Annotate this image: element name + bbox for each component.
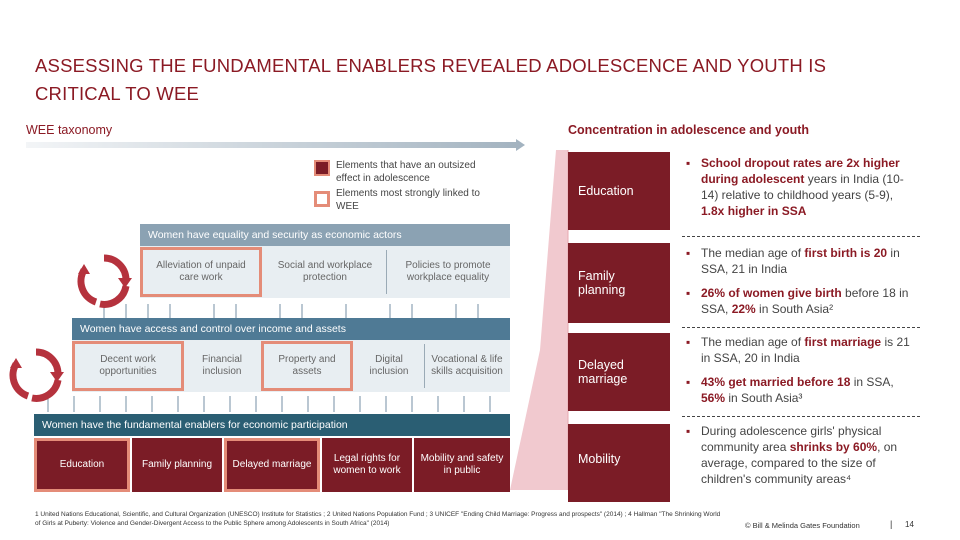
page-title: ASSESSING THE FUNDAMENTAL ENABLERS REVEALED ADOLESCENCE AND YOUTH IS CRITICAL TO WEE — [35, 55, 827, 104]
bullet-point — [686, 374, 916, 406]
cycle-arrows-icon — [76, 252, 132, 312]
legend-label-outsized: Elements that have an outsized effect in adolescence — [336, 160, 476, 184]
row-text-mobility — [686, 423, 916, 495]
cell-education: Education — [34, 438, 130, 492]
bullet-text: in South Asia² — [755, 302, 834, 316]
row-text-education — [686, 155, 916, 227]
cell-vocational-skills: Vocational & life skills acquisition — [426, 341, 508, 391]
bullet-highlight: 56% — [701, 391, 726, 405]
concentration-header: Concentration in adolescence and youth — [568, 123, 810, 137]
bullet-highlight: shrinks by 60% — [789, 440, 878, 454]
bullet-text: is 21 in SSA, 20 in India — [701, 335, 910, 365]
band-access-control: Women have access and control over income and assets — [72, 318, 510, 340]
row-label-delayed-marriage: Delayed marriage — [568, 333, 670, 411]
cell-mobility-safety: Mobility and safety in public — [414, 438, 510, 492]
bullet-marker: ▪ — [686, 286, 691, 300]
row-label-education: Education — [568, 152, 670, 230]
cell-unpaid-care-work: Alleviation of unpaid care work — [140, 247, 262, 297]
row-divider — [682, 327, 920, 328]
copyright: © Bill & Melinda Gates Foundation — [745, 521, 860, 530]
bullet-text: in South Asia³ — [725, 391, 803, 405]
legend-label-linked: Elements most strongly linked to WEE — [336, 188, 480, 212]
bullet-text: The median age of — [701, 246, 805, 260]
cell-workplace-equality-policies: Policies to promote workplace equality — [388, 247, 508, 297]
cell-family-planning: Family planning — [132, 438, 222, 492]
row-text-family-planning — [686, 245, 916, 325]
page-separator: | — [890, 519, 893, 529]
cell-social-workplace-protection: Social and workplace protection — [265, 247, 385, 297]
bullet-highlight: 1.8x higher in SSA — [701, 204, 807, 218]
cell-decent-work: Decent work opportunities — [72, 341, 184, 391]
bullet-highlight: first birth is 20 — [804, 246, 888, 260]
cycle-arrows-icon — [8, 346, 64, 406]
divider — [386, 250, 387, 294]
connector-arrows — [34, 296, 510, 414]
cell-digital-inclusion: Digital inclusion — [356, 341, 422, 391]
bullet-marker: ▪ — [686, 424, 691, 438]
bullet-highlight: 26% of women give birth — [701, 286, 842, 300]
row-label-family-planning: Family planning — [568, 243, 670, 323]
bullet-text: before 18 in SSA, — [701, 286, 909, 316]
bullet-highlight: 43% get married before 18 — [701, 375, 851, 389]
bullet-point — [686, 334, 916, 366]
bullet-marker: ▪ — [686, 335, 691, 349]
bullet-text: years in India (10-14) relative to childhood years (5-9), — [701, 172, 904, 202]
page-number: 14 — [905, 520, 914, 529]
band-equality-security: Women have equality and security as economic actors — [140, 224, 510, 246]
cell-delayed-marriage: Delayed marriage — [224, 438, 320, 492]
legend-swatch-outsized — [314, 160, 330, 176]
bullet-highlight: School dropout rates are 2x higher during adolescent — [701, 156, 900, 186]
wee-taxonomy-header: WEE taxonomy — [26, 123, 113, 137]
timeline-arrow-bar — [26, 142, 518, 148]
concentration-wedge — [510, 150, 570, 500]
bullet-marker: ▪ — [686, 375, 691, 389]
bullet-highlight: first marriage — [804, 335, 882, 349]
cell-legal-rights: Legal rights for women to work — [322, 438, 412, 492]
bullet-text: , on average, compared to the size of children's community areas⁴ — [701, 440, 898, 486]
band-fundamental-enablers: Women have the fundamental enablers for economic participation — [34, 414, 510, 436]
bullet-text: The median age of — [701, 335, 805, 349]
bullet-text: During adolescence girls' physical community area — [701, 424, 882, 454]
cell-property-assets: Property and assets — [261, 341, 353, 391]
bullet-highlight: 22% — [731, 302, 756, 316]
bullet-marker: ▪ — [686, 156, 691, 170]
bullet-point — [686, 245, 916, 277]
row-divider — [682, 416, 920, 417]
footnote: 1 United Nations Educational, Scientific, and Cultural Organization (UNESCO) Institute for Statistics ; 2 United Nations Population Fund ; 3 UNICEF "Ending Child Marriage: Progress and prospects" (2014) ; 4 Hallman "The Shrinking World of Girls at Puberty: Violence and Gender-Divergent Access to the Public Sphere among Adolescents in South Africa" (2014) — [35, 511, 721, 527]
bullet-point — [686, 423, 916, 487]
bullet-text: in SSA, 21 in India — [701, 246, 900, 276]
bullet-marker: ▪ — [686, 246, 691, 260]
row-divider — [682, 236, 920, 237]
bullet-point — [686, 155, 916, 219]
bullet-point — [686, 285, 916, 317]
row-text-delayed-marriage — [686, 334, 916, 414]
legend-swatch-linked — [314, 191, 330, 207]
cell-financial-inclusion: Financial inclusion — [186, 341, 258, 391]
row-label-mobility: Mobility — [568, 424, 670, 502]
bullet-text: in SSA, — [850, 375, 894, 389]
